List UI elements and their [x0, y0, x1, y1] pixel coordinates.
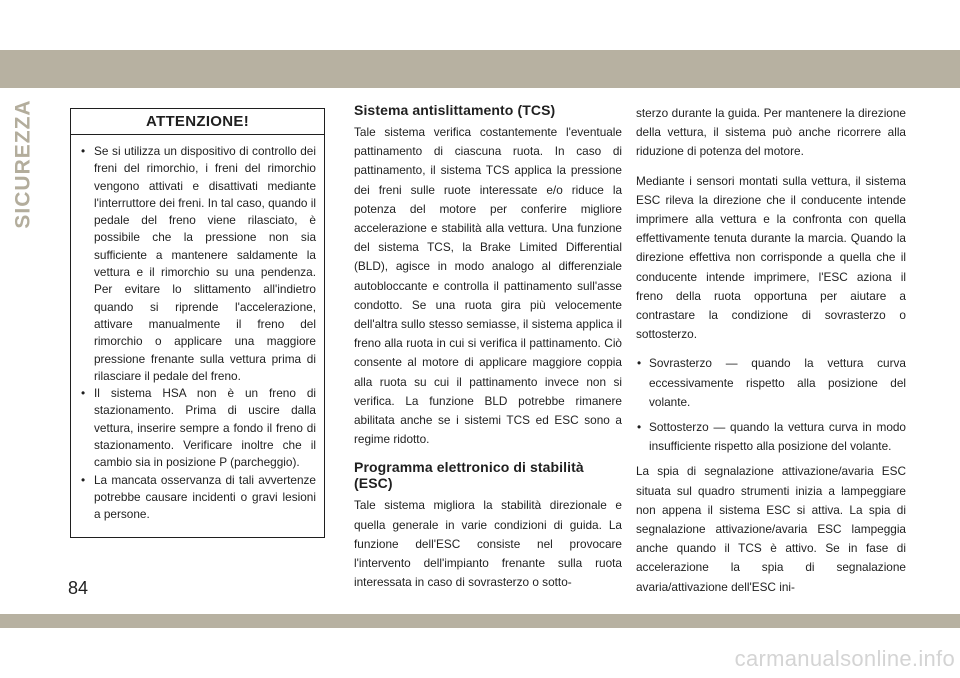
- warning-list: [71, 135, 324, 524]
- section-label: SICUREZZA: [12, 99, 36, 229]
- footer-band: [0, 614, 960, 628]
- warning-item: • Il sistema HSA non è un freno di stazionamento. Prima di uscire dalla vettura, inserire sempre a fondo il freno di stazionamento. Verificare inoltre che il cambio sia in posizione P (parcheggio).: [79, 385, 316, 471]
- warning-box: [70, 108, 325, 538]
- tcs-text: Tale sistema verifica costantemente l'eventuale pattinamento di ciascuna ruota. In caso di pattinamento, il sistema TCS applica la pressione dei freni sulle ruote interessate e/o riduce la potenza del motore per conferire migliore accelerazione e stabilità alla vettura. Una funzione del sistema TCS, la Brake Limited Differential (BLD), agisce in modo analogo al differenziale autobloccante e controlla il pattinamento sull'asse condotto. Se una ruota gira più velocemente dell'altra sullo stesso semiasse, il sistema applica il freno alla ruota in cui si verifica il pattinamento. Ciò consente al motore di applicare maggiore coppia alla ruota su cui il pattinamento invece non si verifica. La funzione BLD potrebbe rimanere abilitata anche se i sistemi TCS ed ESC sono a regime ridotto.: [354, 125, 622, 447]
- esc-paragraph-1: sterzo durante la guida. Per mantenere la direzione della vettura, il sistema può anche ricorrere alla riduzione di potenza del motore.: [636, 106, 906, 159]
- page-number: 84: [68, 578, 89, 598]
- middle-column: [354, 102, 622, 598]
- header-band: [0, 50, 960, 88]
- warning-item: • Se si utilizza un dispositivo di controllo dei freni del rimorchio, i freni del rimorchio vengono attivati e disattivati mediante l'interruttore dei freni. In tal caso, quando il pedale del freno viene rilasciato, è possibile che la pressione non sia sufficiente a mantenere saldamente la vettura e il rimorchio su una pendenza. Per evitare lo slittamento all'indietro quando si riprende l'accelerazione, attivare manualmente il freno del rimorchio o applicare una maggiore pressione frenante sulla vettura prima di rilasciare il pedale del freno.: [79, 143, 316, 385]
- section-tab: [2, 99, 46, 229]
- understeer-item: • Sottosterzo — quando la vettura curva in modo insufficiente rispetto alla posizione del volante.: [636, 418, 906, 456]
- warning-item: • La mancata osservanza di tali avvertenze potrebbe causare incidenti o gravi lesioni a persone.: [79, 472, 316, 524]
- esc-paragraph-2: Mediante i sensori montati sulla vettura, il sistema ESC rileva la direzione che il conducente intende imprimere alla vettura e la confronta con quella effettivamente tenuta durante la marcia. Quando la direzione effettiva non corrisponde a quella che il conducente intende imprimere, l'ESC aziona il freno della ruota opportuna per aiutare a contrastare la condizione di sovrasterzo o sottosterzo.: [636, 173, 906, 342]
- oversteer-item: • Sovrasterzo — quando la vettura curva eccessivamente rispetto alla posizione del volante.: [636, 354, 906, 412]
- steer-conditions-list: [636, 354, 906, 456]
- right-column: [636, 104, 906, 603]
- tcs-heading: Sistema antislittamento (TCS): [354, 102, 556, 118]
- watermark: carmanualsonline.info: [734, 646, 955, 671]
- warning-title: ATTENZIONE!: [71, 109, 324, 135]
- esc-text: Tale sistema migliora la stabilità direzionale e quella generale in varie condizioni di guida. La funzione dell'ESC consiste nel provocare l'intervento dell'impianto frenante sulla ruota interessata in caso di sovrasterzo o sotto-: [354, 498, 622, 590]
- esc-heading: Programma elettronico di stabilità (ESC): [354, 459, 584, 492]
- esc-paragraph-3: La spia di segnalazione attivazione/avaria ESC situata sul quadro strumenti inizia a lampeggiare non appena il sistema ESC si attiva. La spia di segnalazione attivazione/avaria ESC lampeggia anche quando il TCS è attivo. Se in fase di accelerazione la spia di segnalazione avaria/attivazione dell'ESC ini-: [636, 464, 906, 594]
